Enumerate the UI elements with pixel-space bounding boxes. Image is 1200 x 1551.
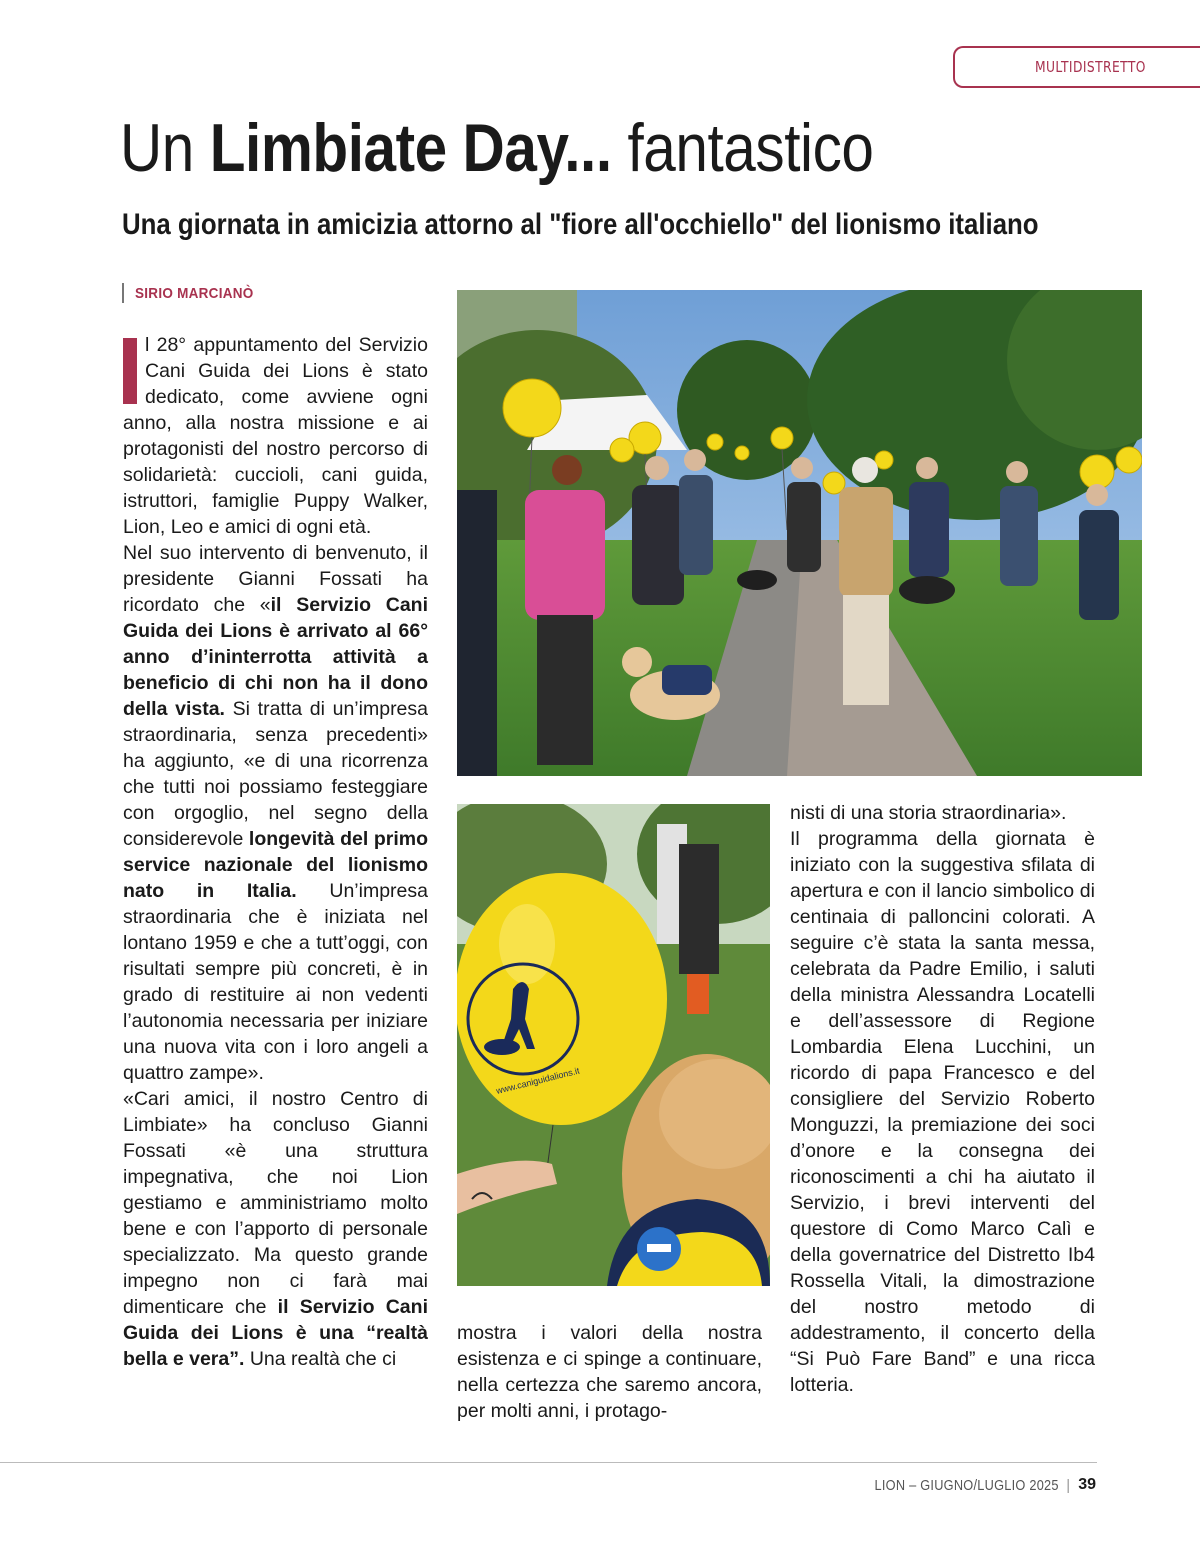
author-byline: [122, 283, 267, 303]
paragraph-quote: [123, 1086, 428, 1372]
page-footer: [842, 1476, 1096, 1494]
footer-rule: [0, 1462, 1097, 1463]
headline-bold: Limbiate Day...: [209, 110, 612, 186]
section-tab: [953, 46, 1200, 88]
text-run: Si tratta di un’impresa straordinaria, senza precedenti» ha aggiunto, «e di una ricorrenza che tutti noi possiamo festeggiare con orgoglio, nel segno della considerevole: [123, 698, 428, 850]
paragraph-continuation-end: nisti di una storia straordinaria».: [790, 802, 1067, 824]
paragraph-continuation: mostra i valori della nostra esistenza e ci spinge a continuare, nella certezza che saremo ancora, per molti anni, i protago-: [457, 1322, 762, 1422]
headline-part2: fantastico: [611, 110, 874, 186]
issue-label: LION – GIUGNO/LUGLIO 2025: [874, 1476, 1059, 1494]
bold-run: il Servizio Cani Guida dei Lions è arrivato al 66° anno d’ininterrotta attività a beneficio di chi non ha il dono della vista.: [123, 594, 428, 720]
text-run: «Cari amici, il nostro Centro di Limbiate» ha concluso Gianni Fossati «è una struttura impegnativa, che noi Lion gestiamo e amministriamo molto bene e con l’apporto di personale specializzato. Ma questo grande impegno non ci farà mai dimenticare che: [123, 1088, 428, 1318]
bold-run: il Servizio Cani Guida dei Lions è una “realtà bella e vera”.: [123, 1296, 428, 1370]
text-run: Nel suo intervento di benvenuto, il presidente Gianni Fossati ha ricordato che «: [123, 542, 428, 616]
photo-balloon-dog: [457, 804, 770, 1286]
page-number: 39: [1078, 1476, 1096, 1493]
text-column-2: [457, 1320, 762, 1424]
balloon-url: www.caniguidalions.it: [495, 1065, 581, 1096]
parade-scene: [457, 290, 1142, 776]
bold-run: longevità del primo service nazionale del lionismo nato in Italia.: [123, 828, 428, 902]
text-column-3: [790, 800, 1095, 1398]
paragraph-intro: [123, 332, 428, 540]
author-name: SIRIO MARCIANÒ: [135, 284, 254, 302]
headline-part1: Un: [120, 110, 210, 186]
paragraph-intro-text: l 28° appuntamento del Servizio Cani Guida dei Lions è stato dedicato, come avviene ogni anno, alla nostra missione e ai protagonisti del nostro percorso di solidarietà: cuccioli, cani guida, istruttori, famiglie Puppy Walker, Lion, Leo e amici di ogni età.: [123, 334, 428, 538]
text-run: Un’impresa straordinaria che è iniziata nel lontano 1959 e che a tutt’oggi, con risultati sempre più concreti, è in grado di restituire ai non vedenti l’autonomia necessaria per iniziare una nuova vita con i loro angeli a quattro zampe».: [123, 880, 428, 1084]
paragraph-welcome: [123, 540, 428, 1086]
text-run: Una realtà che ci: [244, 1348, 397, 1370]
section-label: MULTIDISTRETTO: [1035, 58, 1146, 76]
footer-separator: |: [1066, 1476, 1071, 1494]
text-column-1: [123, 332, 428, 1372]
article-headline: [120, 108, 873, 188]
article-subtitle: Una giornata in amicizia attorno al "fiore all'occhiello" del lionismo italiano: [122, 208, 1039, 241]
drop-cap-bar: [123, 338, 137, 404]
paragraph-program: Il programma della giornata è iniziato con la suggestiva sfilata di apertura e con il lancio simbolico di centinaia di palloncini colorati. A seguire c’è stata la santa messa, celebrata da Padre Emilio, i saluti della ministra Alessandra Locatelli e dell’assessore di Regione Lombardia Elena Lucchini, un ricordo di papa Francesco e del consigliere del Servizio Roberto Monguzzi, la premiazione dei soci d’onore e la consegna dei riconoscimenti a chi ha aiutato il Servizio, i brevi interventi del questore di Como Marco Calì e della governatrice del Distretto Ib4 Rossella Vitali, la dimostrazione del nostro metodo di addestramento, il concerto della “Si Può Fare Band” e una ricca lotteria.: [790, 828, 1095, 1396]
photo-parade: [457, 290, 1142, 776]
balloon-scene: [457, 804, 770, 1286]
